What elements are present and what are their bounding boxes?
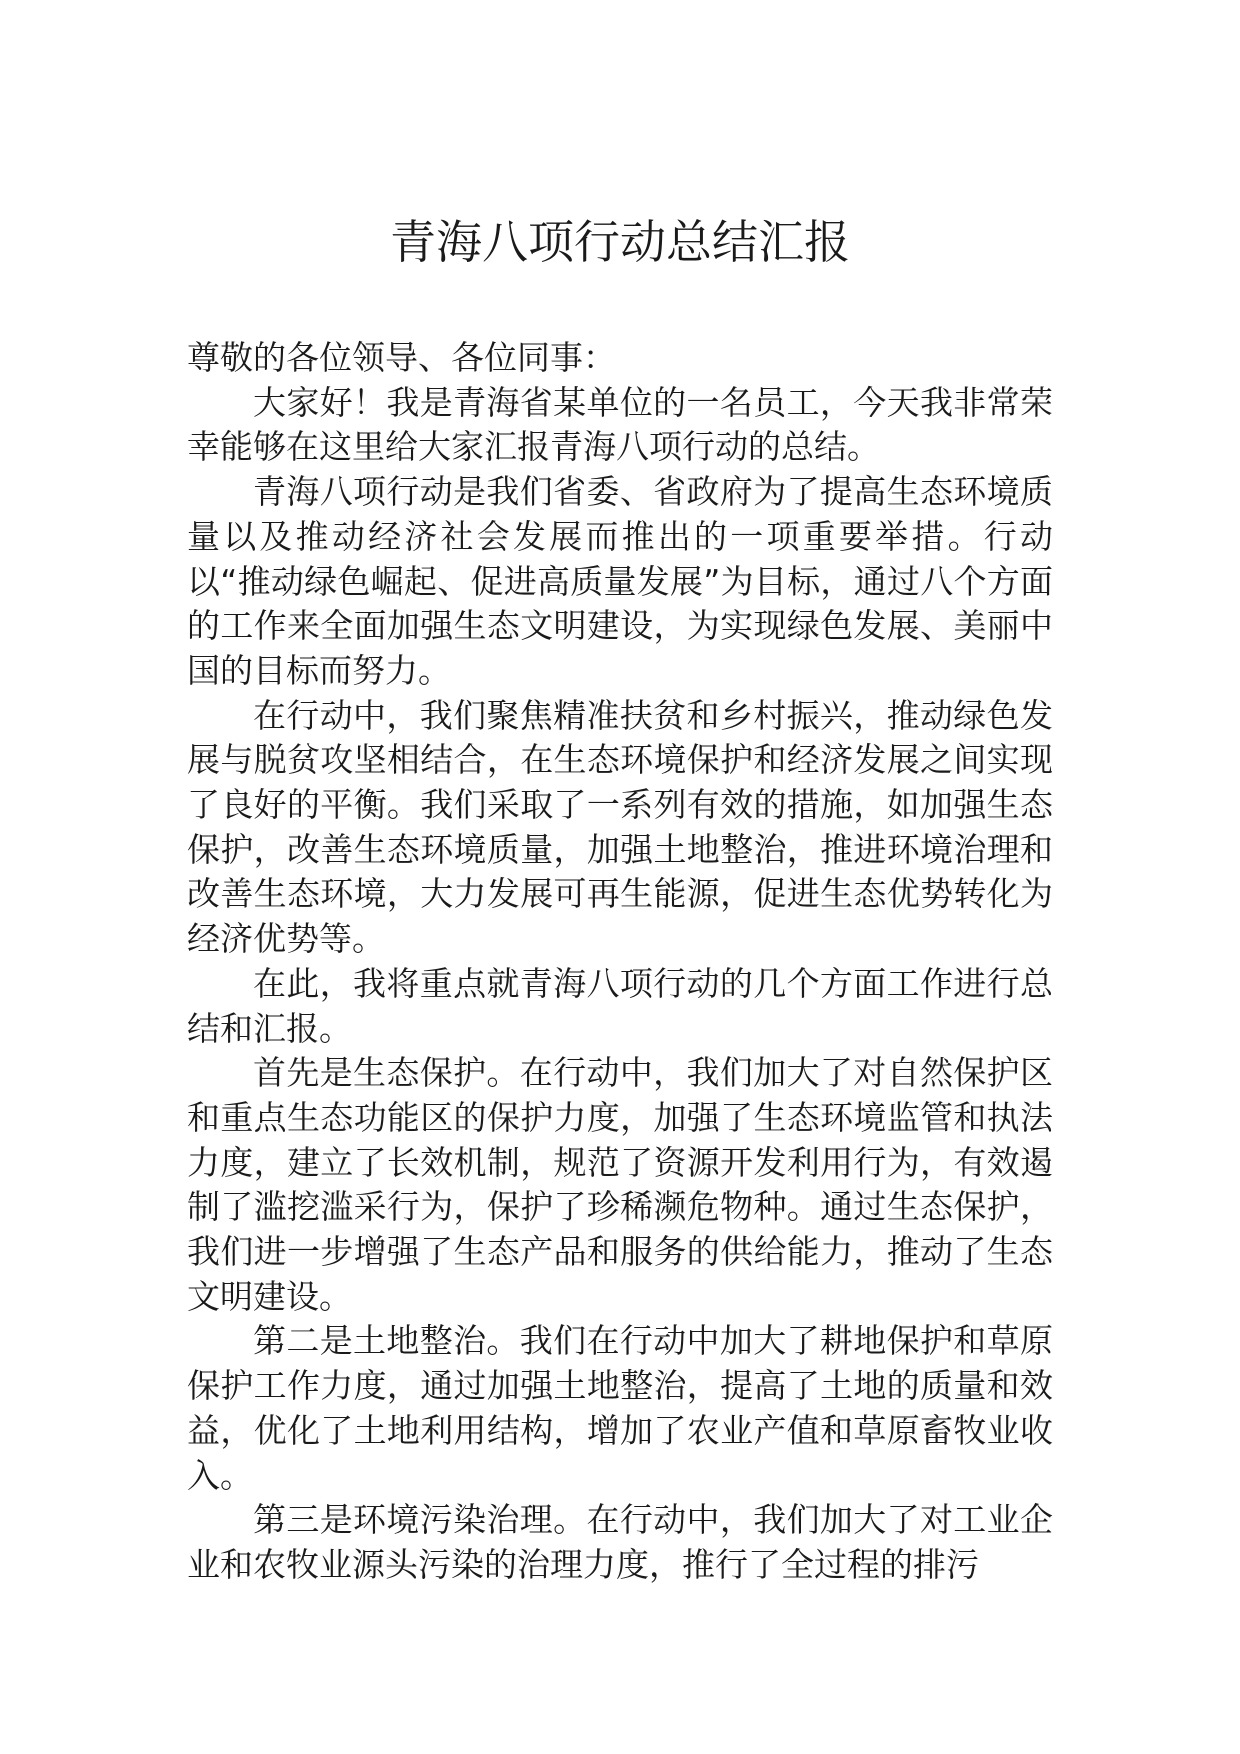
paragraph: 在行动中，我们聚焦精准扶贫和乡村振兴，推动绿色发展与脱贫攻坚相结合，在生态环境保护和经济发展之间实现了良好的平衡。我们采取了一系列有效的措施，如加强生态保护，改善生态环境质量，加强土地整治，推进环境治理和改善生态环境，大力发展可再生能源，促进生态优势转化为经济优势等。 (187, 695, 1053, 959)
salutation: 尊敬的各位领导、各位同事： (187, 338, 616, 377)
paragraph: 第二是土地整治。我们在行动中加大了耕地保护和草原保护工作力度，通过加强土地整治，提高了土地的质量和效益，优化了土地利用结构，增加了农业产值和草原畜牧业收入。 (187, 1321, 1053, 1495)
paragraph: 第三是环境污染治理。在行动中，我们加大了对工业企业和农牧业源头污染的治理力度，推行了全过程的排污 (187, 1500, 1053, 1584)
document-title: 青海八项行动总结汇报 (390, 215, 850, 269)
paragraph: 青海八项行动是我们省委、省政府为了提高生态环境质量以及推动经济社会发展而推出的一项重要举措。行动以“推动绿色崛起、促进高质量发展”为目标，通过八个方面的工作来全面加强生态文明建设，为实现绿色发展、美丽中国的目标而努力。 (187, 472, 1053, 690)
paragraph: 首先是生态保护。在行动中，我们加大了对自然保护区和重点生态功能区的保护力度，加强了生态环境监管和执法力度，建立了长效机制，规范了资源开发利用行为，有效遏制了滥挖滥采行为，保护了珍稀濒危物种。通过生态保护，我们进一步增强了生态产品和服务的供给能力，推动了生态文明建设。 (187, 1053, 1053, 1316)
document-body (187, 336, 1053, 1588)
paragraph: 大家好！我是青海省某单位的一名员工，今天我非常荣幸能够在这里给大家汇报青海八项行动的总结。 (187, 382, 1053, 467)
paragraph: 在此，我将重点就青海八项行动的几个方面工作进行总结和汇报。 (187, 963, 1053, 1048)
